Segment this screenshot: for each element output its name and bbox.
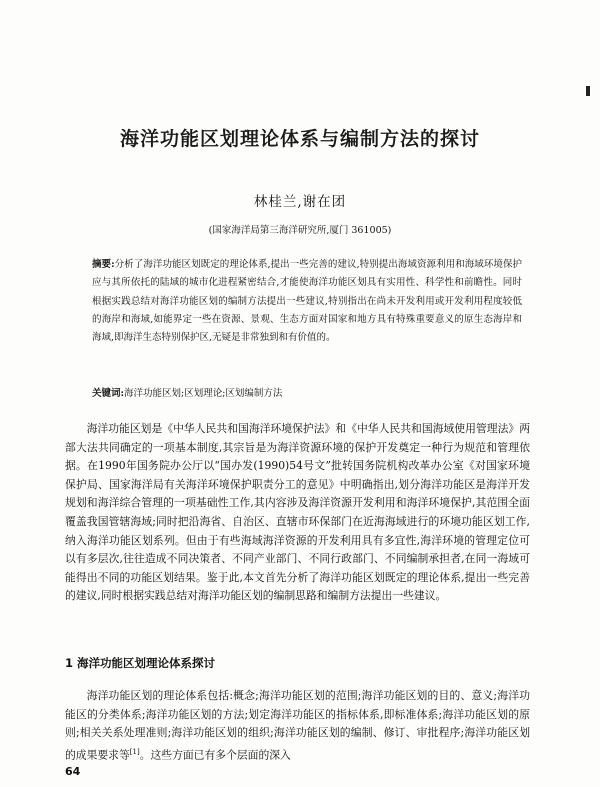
authors: 林桂兰,谢在团 [253, 194, 347, 210]
section-paragraph-text: 海洋功能区划的理论体系包括:概念;海洋功能区划的范围;海洋功能区划的目的、意义;海洋功能区的分类体系;海洋功能区划的方法;划定海洋功能区的指标体系,即标准体系;海洋功能区划的原则;相关关系处理准则;海洋功能区划的组织;海洋功能区划的编制、修订、审批程序;海洋功能区划的成果要求等 [65, 689, 530, 762]
section-paragraph-tail: 。这些方面已有多个层面的深入 [139, 748, 291, 762]
scan-edge-mark [586, 86, 590, 96]
affiliation: (国家海洋局第三海洋研究所,厦门 361005) [208, 225, 392, 236]
section-heading: 1 海洋功能区划理论体系探讨 [65, 656, 216, 670]
section-paragraph [65, 687, 530, 765]
abstract-label: 摘要: [92, 259, 115, 270]
intro-paragraph: 海洋功能区划是《中华人民共和国海洋环境保护法》和《中华人民共和国海域使用管理法》两部大法共同确定的一项基本制度,其宗旨是为海洋资源环境的保护开发奠定一种行为规范和管理依据。在1990年国务院办公厅以“国办发(1990)54号文”批转国务院机构改革办公室《对国家环境保护局、国家海洋局有关海洋环境保护职责分工的意见》中明确指出,划分海洋功能区是海洋开发规划和海洋综合管理的一项基础性工作,其内容涉及海洋资源开发利用和海洋环境保护,其范围全面覆盖我国管辖海域;同时把沿海省、自治区、直辖市环保部门在近海海域进行的环境功能区划工作,纳入海洋功能区划系列。但由于有些海域海洋资源的开发利用具有多宜性,海洋环境的管理定位可以有多层次,往往造成不同决策者、不同产业部门、不同行政部门、不同编制承担者,在同一海域可能得出不同的功能区划结果。鉴于此,本文首先分析了海洋功能区划既定的理论体系,提出一些完善的建议,同时根据实践总结对海洋功能区划的编制思路和编制方法提出一些建议。 [65, 422, 530, 603]
page-number: 64 [65, 765, 81, 778]
abstract [92, 256, 522, 347]
keywords-label: 关键词: [92, 388, 125, 399]
keywords-text: 海洋功能区划;区划理论;区划编制方法 [124, 388, 283, 399]
abstract-text: 分析了海洋功能区划既定的理论体系,提出一些完善的建议,特别提出海域资源利用和海域环境保护应与其所依托的陆域的城市化进程紧密结合,才能使海洋功能区划具有实用性、科学性和前瞻性。同时根据实践总结对海洋功能区划的编制方法提出一些建议,特别指出在尚未开发利用或开发利用程度较低的海岸和海域,如能界定一些在资源、景观、生态方面对国家和地方具有特殊重要意义的原生态海岸和海域,即海洋生态特别保护区,无疑是非常独到和有价值的。 [92, 259, 522, 344]
paper-title: 海洋功能区划理论体系与编制方法的探讨 [119, 128, 480, 150]
citation: [1] [129, 747, 140, 756]
keywords [92, 385, 522, 403]
